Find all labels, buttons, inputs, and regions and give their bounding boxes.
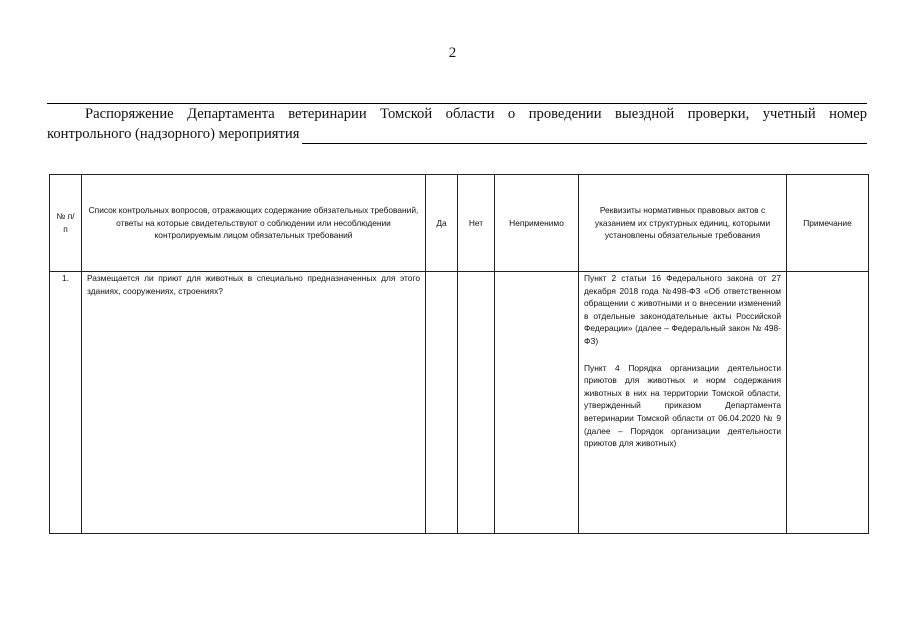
header-legal-acts: Реквизиты нормативных правовых актов с указанием их структурных единиц, которыми установлены обязательные требования <box>579 175 787 272</box>
table-header-row <box>50 175 869 272</box>
row-yes-cell[interactable] <box>426 272 458 534</box>
row-legal-acts <box>579 272 787 534</box>
record-number-blank <box>302 128 867 144</box>
document-heading <box>47 104 867 144</box>
table-row <box>50 272 869 534</box>
legal-act-2: Пункт 4 Порядка организации деятельности приютов для животных и норм содержания животных в них на территории Томской области, утвержденный приказом Департамента ветеринарии Томской области от 06.04.2020 № 9 (далее – Порядок организации деятельности приютов для животных) <box>584 362 781 449</box>
row-note-cell[interactable] <box>787 272 869 534</box>
checklist-table <box>49 174 869 534</box>
row-no-cell[interactable] <box>458 272 495 534</box>
header-not-applicable: Неприменимо <box>495 175 579 272</box>
header-num: № п/п <box>50 175 82 272</box>
heading-line-2 <box>47 124 867 144</box>
row-na-cell[interactable] <box>495 272 579 534</box>
legal-act-1: Пункт 2 статьи 16 Федерального закона от 27 декабря 2018 года №498-ФЗ «Об ответственном обращении с животными и о внесении изменений в отдельные законодательные акты Российской Федерации» (далее – Федеральный закон № 498-ФЗ) <box>584 273 781 346</box>
page-number: 2 <box>448 45 457 61</box>
heading-line-2-text: контрольного (надзорного) мероприятия <box>47 126 300 142</box>
header-note: Примечание <box>787 175 869 272</box>
header-yes: Да <box>426 175 458 272</box>
row-num: 1. <box>50 272 82 534</box>
header-no: Нет <box>458 175 495 272</box>
header-questions: Список контрольных вопросов, отражающих содержание обязательных требований, ответы на которые свидетельствуют о соблюдении или несоблюдении контролируемым лицом обязательных требований <box>82 175 426 272</box>
heading-line-1: Распоряжение Департамента ветеринарии Томской области о проведении выездной проверки, учетный номер <box>85 106 867 122</box>
row-question: Размещается ли приют для животных в специально предназначенных для этого зданиях, сооружениях, строениях? <box>82 272 426 534</box>
